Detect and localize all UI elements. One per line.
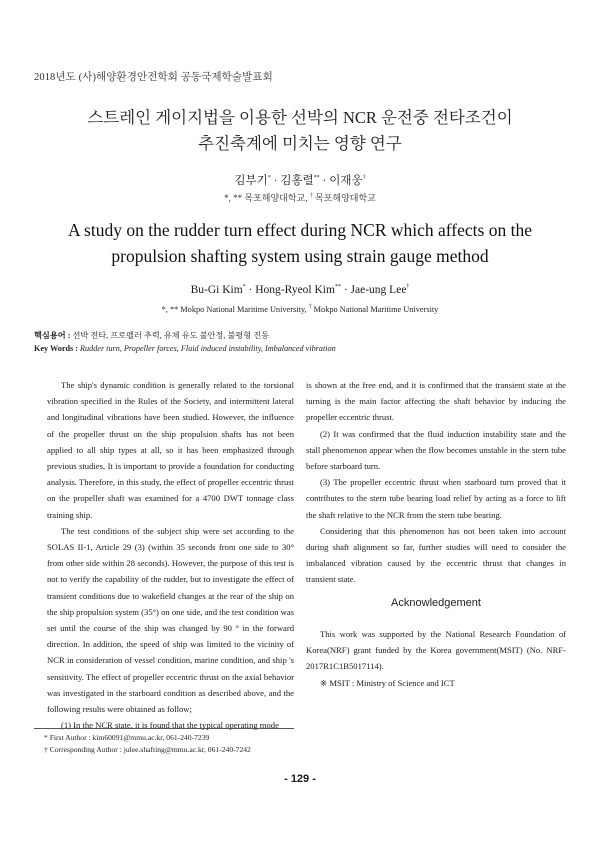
author-separator: · bbox=[319, 175, 330, 187]
right-paragraph-2: (2) It was confirmed that the fluid induction instability state and the stall phenomenon appear when the flow becomes unstable in the stern tube before starboard turn. bbox=[306, 428, 566, 472]
korean-keywords-label: 핵심용어 : bbox=[34, 331, 73, 340]
affiliation-en-mark: † bbox=[308, 304, 312, 311]
author-2-ko-mark: ** bbox=[313, 175, 320, 182]
affiliation-ko-part-1: *, ** 목포해양대학교, bbox=[224, 193, 310, 203]
right-paragraph-4: Considering that this phenomenon has not been taken into account during shaft alignment so far, further studies will need to consider the imbalanced vibration caused by the eccentric thrust that changes in transient state. bbox=[306, 525, 566, 585]
author-separator: · bbox=[340, 284, 351, 296]
affiliation-ko-part-2: 목포해양대학교 bbox=[312, 193, 376, 203]
footnote-corresponding-author: † Corresponding Author : julee.shafting@mmu.ac.kr, 061-240-7242 bbox=[44, 745, 251, 754]
left-column bbox=[47, 377, 294, 733]
korean-affiliation bbox=[0, 191, 600, 204]
english-keywords-text: Rudder turn, Propeller forces, Fluid induced instability, Imbalanced vibration bbox=[80, 344, 336, 353]
author-3-ko-mark: † bbox=[362, 175, 366, 182]
left-paragraph-1: The ship's dynamic condition is generally related to the torsional vibration specified in the Rules of the Society, and intermittent lateral and longitudinal vibrations have been studied. However, the influence of the propeller thrust on the ship propulsion shafts has not been applied to all ship types at all, so it has been emphasized through previous studies, It is important to provide a foundation for conducting analysis. Therefore, in this study, the effect of propeller eccentric thrust on the propeller shaft was examined for a 4700 DWT tonnage class training ship. bbox=[47, 380, 294, 520]
acknowledgement-text: This work was supported by the National Research Foundation of Korea(NRF) grant funded by the Korea government(MSIT) (No. NRF-2017R1C1B5017114). bbox=[306, 629, 566, 672]
footnote-first-author: * First Author : kim60091@mmu.ac.kr, 061-240-7239 bbox=[44, 733, 210, 742]
left-paragraph-3: (1) In the NCR state, it is found that the typical operating mode bbox=[61, 720, 279, 731]
korean-authors bbox=[0, 172, 600, 188]
english-authors bbox=[0, 284, 600, 296]
author-1-en: Bu-Gi Kim bbox=[190, 284, 243, 296]
affiliation-en-part-2: Mokpo National Maritime University bbox=[311, 305, 439, 314]
acknowledgement-body bbox=[306, 626, 566, 691]
korean-keywords-text: 선박 전타, 프로펠러 추력, 유체 유도 불안정, 불평형 진동 bbox=[72, 331, 269, 340]
author-1-en-mark: * bbox=[242, 284, 246, 291]
author-3-en-mark: † bbox=[406, 284, 410, 291]
english-affiliation bbox=[0, 305, 600, 314]
author-2-ko: 김홍렬 bbox=[280, 175, 314, 187]
author-1-ko: 김부기 bbox=[234, 175, 268, 187]
author-1-ko-mark: * bbox=[267, 175, 271, 182]
conference-header: 2018년도 (사)해양환경안전학회 공동국제학술발표회 bbox=[34, 72, 273, 83]
korean-title-line-1: 스트레인 게이지법을 이용한 선박의 NCR 운전중 전타조건이 bbox=[87, 108, 513, 127]
right-paragraph-3: (3) The propeller eccentric thrust when starboard turn proved that it contributes to the stern tube bearing load relief by acting as a force to lift the shaft relative to the NCR from the stern tube bearing. bbox=[306, 477, 566, 520]
left-paragraph-2: The test conditions of the subject ship were set according to the SOLAS II-1, Article 29 (3) (within 35 seconds from one side to 30° from other side within 28 seconds). However, the purpose of this test is not to verify the capability of the rudder, but to investigate the effect of transient conditions due to wakefield changes at the rear of the ship on the ship propulsion system (35°) on one side, and the test condition was set until the course of the ship was changed by 90 ° in the forward direction. In addition, the speed of ship was limited to the vicinity of NCR in consideration of vessel condition, marine condition, and ship 's sensitivity. The effect of propeller eccentric thrust on the axial behavior was investigated in the starboard condition as described above, and the following results were obtained as follow; bbox=[47, 525, 294, 715]
author-3-en: Jae-ung Lee bbox=[350, 284, 407, 296]
right-paragraph-1: is shown at the free end, and it is confirmed that the transient state at the turning is the main factor affecting the shaft behavior by inducing the propeller eccentric thrust. bbox=[306, 380, 566, 423]
author-2-en: Hong-Ryeol Kim bbox=[255, 284, 335, 296]
affiliation-en-part-1: *, ** Mokpo National Maritime University, bbox=[161, 305, 309, 314]
acknowledgement-heading: Acknowledgement bbox=[391, 597, 481, 609]
author-separator: · bbox=[270, 175, 281, 187]
english-title-line-1: A study on the rudder turn effect during NCR which affects on the bbox=[68, 220, 532, 240]
right-column bbox=[306, 377, 566, 588]
author-3-ko: 이재웅 bbox=[329, 175, 363, 187]
footnote-divider bbox=[34, 728, 294, 729]
acknowledgement-note: ※ MSIT : Ministry of Science and ICT bbox=[320, 677, 455, 688]
korean-title-line-2: 추진축계에 미치는 영향 연구 bbox=[198, 134, 402, 153]
affiliation-ko-mark: † bbox=[309, 193, 313, 199]
korean-keywords bbox=[34, 330, 269, 341]
english-keywords bbox=[34, 344, 336, 353]
english-title-line-2: propulsion shafting system using strain gauge method bbox=[111, 246, 489, 266]
author-separator: · bbox=[245, 284, 256, 296]
author-2-en-mark: ** bbox=[334, 284, 341, 291]
english-keywords-label: Key Words : bbox=[34, 344, 81, 353]
page-number: - 129 - bbox=[284, 773, 316, 785]
